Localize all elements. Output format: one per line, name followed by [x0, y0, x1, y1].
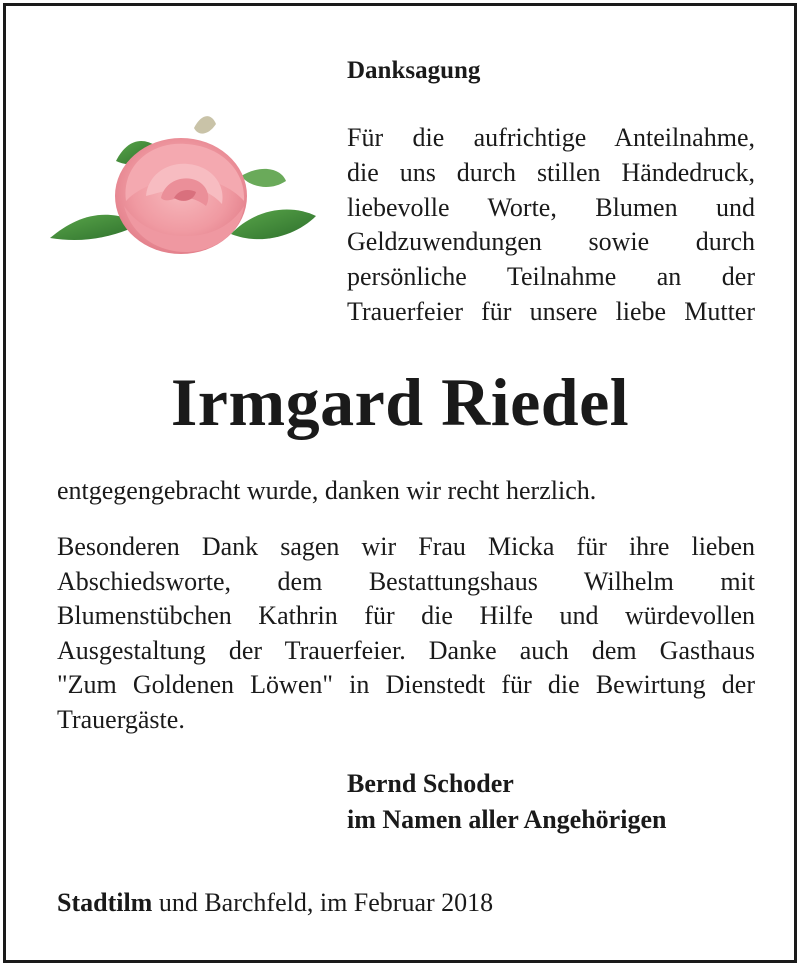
- notice-frame: [3, 3, 797, 963]
- place-date-line: [57, 888, 493, 918]
- intro-line: Für die aufrichtige Anteilnahme,: [347, 123, 755, 152]
- body-line: Blumenstübchen Kathrin für die Hilfe und würdevollen: [57, 601, 755, 630]
- body-line: Besonderen Dank sagen wir Frau Micka für ihre lieben: [57, 532, 755, 561]
- intro-line: Trauerfeier für unsere liebe Mutter: [347, 296, 755, 326]
- body-line: "Zum Goldenen Löwen" in Dienstedt für die Bewirtung der: [57, 670, 755, 699]
- intro-line: liebevolle Worte, Blumen und: [347, 192, 755, 222]
- signature-block: [347, 766, 666, 838]
- signature-name: Bernd Schoder: [347, 769, 514, 798]
- special-thanks-paragraph: [57, 530, 755, 737]
- body-line: Trauergäste.: [57, 704, 185, 734]
- rose-icon: [46, 106, 321, 266]
- footer-place: Stadtilm: [57, 888, 153, 917]
- body-line: Ausgestaltung der Trauerfeier. Danke auch dem Gasthaus: [57, 635, 755, 665]
- notice-heading: Danksagung: [347, 57, 481, 84]
- footer-date: und Barchfeld, im Februar 2018: [152, 888, 494, 917]
- intro-paragraph: [347, 121, 755, 330]
- body-line: Abschiedsworte, dem Bestattungshaus Wilhelm mit: [57, 566, 755, 596]
- signature-role: im Namen aller Angehörigen: [347, 805, 667, 834]
- intro-line: Geldzuwendungen sowie durch: [347, 227, 755, 257]
- intro-line: persönliche Teilnahme an der: [347, 262, 755, 292]
- deceased-name: Irmgard Riedel: [170, 364, 630, 440]
- intro-line: die uns durch stillen Händedruck,: [347, 157, 755, 187]
- thanks-sentence: entgegengebracht wurde, danken wir recht herzlich.: [57, 476, 597, 505]
